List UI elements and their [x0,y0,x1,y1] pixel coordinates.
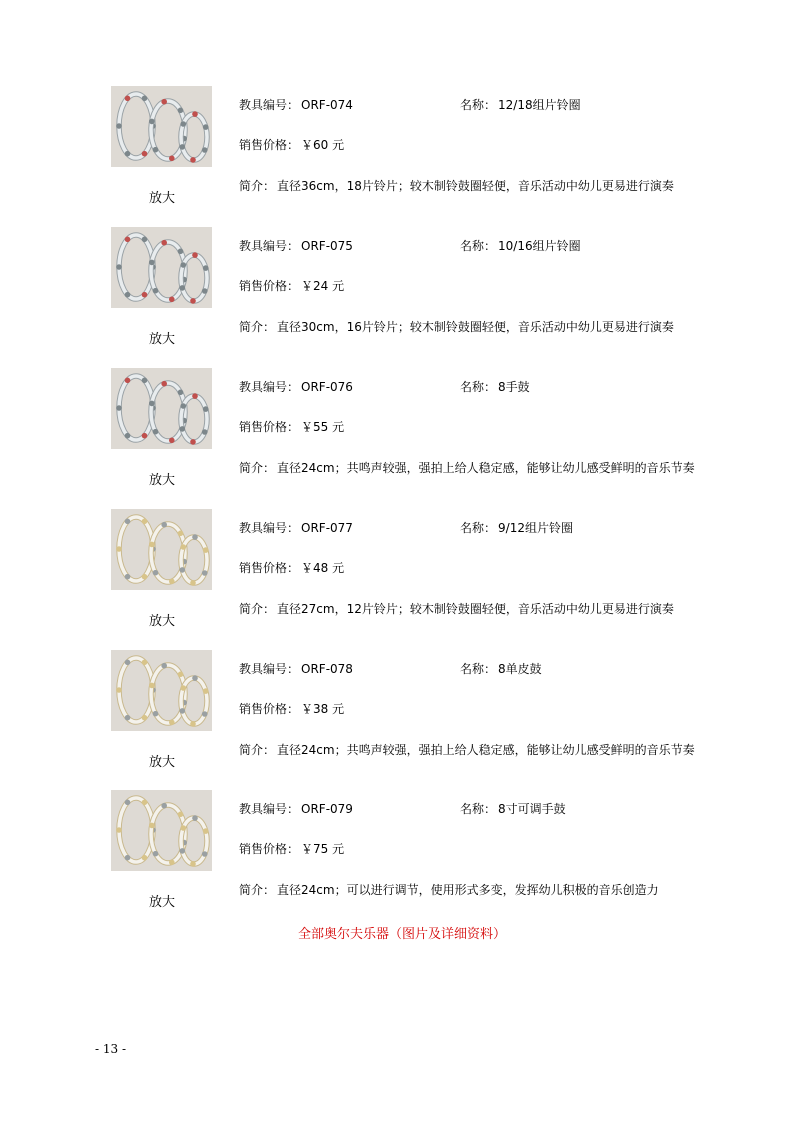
product-item [0,509,793,650]
product-description-value: 直径36cm，18片铃片；较木制铃鼓圈轻便，音乐活动中幼儿更易进行演奏 [277,179,674,193]
product-price [239,277,344,294]
product-price-label: 销售价格： [239,561,300,575]
product-code [239,96,353,113]
product-description-label: 简介： [239,743,276,757]
product-price-label: 销售价格： [239,842,300,856]
product-code-label: 教具编号： [239,380,300,394]
product-name-value: 8手鼓 [498,380,530,394]
product-price-value: ￥75 元 [301,842,345,856]
product-item [0,86,793,227]
product-code-value: ORF-076 [301,380,353,394]
tambourine-rings-image[interactable] [111,650,212,731]
product-code [239,237,353,254]
enlarge-link[interactable]: 放大 [148,191,175,206]
product-name [460,237,581,254]
tambourine-rings-image[interactable] [111,227,212,308]
tambourine-rings-image[interactable] [111,86,212,167]
product-price [239,136,344,153]
product-name-label: 名称： [460,662,497,676]
product-code-label: 教具编号： [239,802,300,816]
product-price-value: ￥60 元 [301,138,345,152]
tambourine-rings-image[interactable] [111,509,212,590]
product-item [0,227,793,368]
enlarge-link[interactable]: 放大 [148,755,175,770]
product-price-value: ￥48 元 [301,561,345,575]
product-code [239,378,353,395]
product-price-value: ￥55 元 [301,420,345,434]
product-code-value: ORF-079 [301,802,353,816]
product-name-label: 名称： [460,98,497,112]
product-description-label: 简介： [239,883,276,897]
product-code-label: 教具编号： [239,239,300,253]
product-code-value: ORF-078 [301,662,353,676]
tambourine-rings-image[interactable] [111,790,212,871]
product-name [460,660,542,677]
product-name-value: 8寸可调手鼓 [498,802,566,816]
product-description-value: 直径24cm；可以进行调节，使用形式多变，发挥幼儿积极的音乐创造力 [277,883,659,897]
product-description [239,600,674,617]
product-description-value: 直径24cm；共鸣声较强，强拍上给人稳定感，能够让幼儿感受鲜明的音乐节奏 [277,461,695,475]
page-number: - 13 - [95,1042,127,1056]
product-price [239,840,344,857]
product-name [460,519,573,536]
product-name-value: 9/12组片铃圈 [498,521,573,535]
product-description-value: 直径27cm，12片铃片；较木制铃鼓圈轻便，音乐活动中幼儿更易进行演奏 [277,602,674,616]
enlarge-link[interactable]: 放大 [148,895,175,910]
product-description [239,741,695,758]
enlarge-link[interactable]: 放大 [148,332,175,347]
product-description [239,881,659,898]
product-price [239,418,344,435]
product-item [0,650,793,791]
tambourine-rings-image[interactable] [111,368,212,449]
enlarge-link[interactable]: 放大 [148,614,175,629]
product-description [239,459,695,476]
product-code [239,660,353,677]
product-code-value: ORF-074 [301,98,353,112]
product-description [239,177,674,194]
product-name-value: 12/18组片铃圈 [498,98,581,112]
product-name-value: 8单皮鼓 [498,662,542,676]
product-price-label: 销售价格： [239,138,300,152]
product-item [0,790,793,931]
product-description-label: 简介： [239,602,276,616]
product-description-label: 简介： [239,461,276,475]
product-description [239,318,674,335]
product-code-value: ORF-075 [301,239,353,253]
product-item [0,368,793,509]
product-code-label: 教具编号： [239,521,300,535]
product-price-label: 销售价格： [239,702,300,716]
product-description-value: 直径24cm；共鸣声较强，强拍上给人稳定感，能够让幼儿感受鲜明的音乐节奏 [277,743,695,757]
all-orff-instruments-link[interactable]: 全部奥尔夫乐器（图片及详细资料） [298,927,507,942]
product-price-value: ￥38 元 [301,702,345,716]
product-price [239,700,344,717]
enlarge-link[interactable]: 放大 [148,473,175,488]
product-code-label: 教具编号： [239,98,300,112]
product-name-label: 名称： [460,802,497,816]
product-name-label: 名称： [460,521,497,535]
product-description-value: 直径30cm，16片铃片；较木制铃鼓圈轻便，音乐活动中幼儿更易进行演奏 [277,320,674,334]
product-name [460,96,581,113]
product-description-label: 简介： [239,320,276,334]
product-price-value: ￥24 元 [301,279,345,293]
product-price-label: 销售价格： [239,279,300,293]
product-description-label: 简介： [239,179,276,193]
product-code-value: ORF-077 [301,521,353,535]
product-code [239,800,353,817]
product-name-label: 名称： [460,380,497,394]
product-name-label: 名称： [460,239,497,253]
product-price [239,559,344,576]
product-code-label: 教具编号： [239,662,300,676]
product-name [460,800,566,817]
product-price-label: 销售价格： [239,420,300,434]
product-name [460,378,530,395]
product-name-value: 10/16组片铃圈 [498,239,581,253]
product-code [239,519,353,536]
